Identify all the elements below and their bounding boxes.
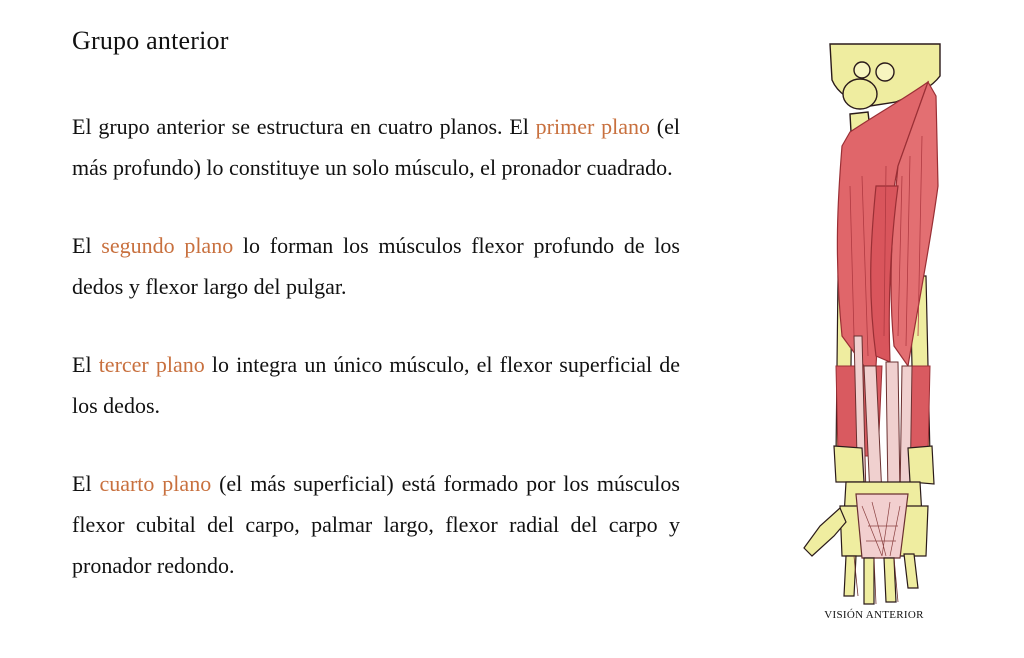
paragraph-text: lo integra un único músculo, el flexor superficial de los dedos.	[72, 352, 680, 418]
deep-muscles	[836, 366, 930, 456]
highlight-third-plane: tercer plano	[98, 352, 205, 377]
paragraph-fourth-plane	[72, 463, 680, 586]
paragraph-text: (el más profundo) lo constituye un solo músculo, el pronador cuadrado.	[72, 114, 680, 180]
forearm-anatomy-illustration	[790, 36, 960, 616]
paragraph-text: El grupo anterior se estructura en cuatro planos. El	[72, 114, 536, 139]
figure-caption: VISIÓN ANTERIOR	[824, 609, 924, 621]
paragraph-text: El	[72, 471, 100, 496]
highlight-fourth-plane: cuarto plano	[99, 471, 212, 496]
paragraph-text: lo forman los músculos flexor profundo de los dedos y flexor largo del pulgar.	[72, 233, 680, 299]
section-title: Grupo anterior	[72, 26, 229, 55]
paragraph-second-plane	[72, 225, 680, 307]
hand	[804, 494, 928, 604]
text-column	[72, 106, 680, 586]
paragraph-first-plane	[72, 106, 680, 188]
highlight-second-plane: segundo plano	[101, 233, 234, 258]
paragraph-third-plane	[72, 344, 680, 426]
paragraph-text: El	[72, 352, 99, 377]
highlight-first-plane: primer plano	[535, 114, 650, 139]
paragraph-text: (el más superficial) está formado por los músculos flexor cubital del carpo, palmar largo, flexor radial del carpo y pronador redondo.	[72, 471, 680, 578]
paragraph-text: El	[72, 233, 102, 258]
